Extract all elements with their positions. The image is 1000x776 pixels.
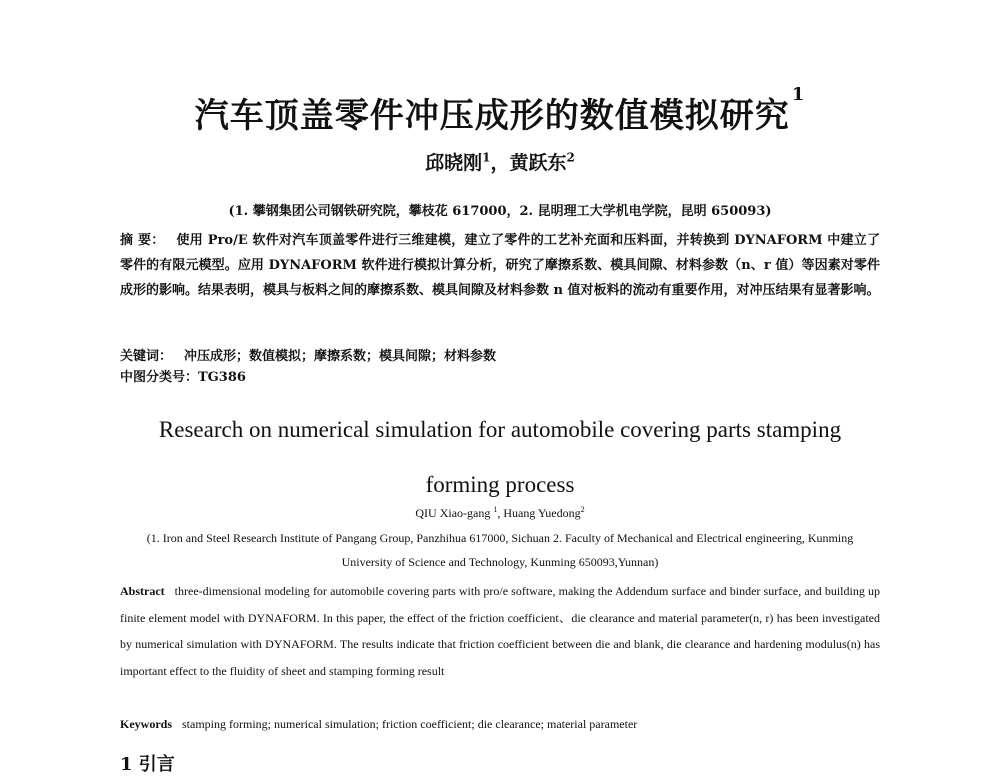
abstract-en-label: Abstract (120, 584, 165, 598)
english-affiliation: (1. Iron and Steel Research Institute of Pangang Group, Panzhihua 617000, Sichuan 2. Faculty of Mechanical and Electrical engineering, Kunming University of Science and Technology, Kunming 650093,Yunnan) (146, 531, 854, 569)
abstract-cn-label: 摘 要： (120, 233, 165, 248)
paper-title: 汽车顶盖零件冲压成形的数值模拟研究$^1$ (194, 84, 806, 136)
author-list: 邱晓刚$^1$，黄跃东$^2$ (425, 150, 575, 174)
keywords-cn-text: 冲压成形；数值模拟；摩擦系数；模具间隙；材料参数 (184, 349, 497, 364)
abstract-cn (120, 228, 880, 303)
keywords-cn (120, 345, 496, 364)
abstract-en-text: three-dimensional modeling for automobile covering parts with pro/e software, making the Addendum surface and binder surface, and building up finite element model with DYNAFORM. In this paper, the effect of the friction coefficient、die clearance and material parameter(n, r) has been investigated by numerical simulation with DYNAFORM. The results indicate that friction coefficient between die and blank, die clearance and hardening modulus(n) has important effect to the fluidity of sheet and stamping forming result (120, 584, 880, 678)
affiliation-cn: (1. 攀钢集团公司钢铁研究院，攀枝花 617000，2. 昆明理工大学机电学院，昆明 650093) (228, 204, 772, 219)
classification-number: 中图分类号：TG386 (120, 370, 246, 385)
keywords-en (120, 717, 880, 732)
abstract-en (120, 578, 880, 684)
abstract-cn-text: 使用 Pro/E 软件对汽车顶盖零件进行三维建模，建立了零件的工艺补充面和压料面，并转换到 DYNAFORM 中建立了零件的有限元模型。应用 DYNAFORM 软件进行模拟计算分析，研究了摩擦系数、模具间隙、材料参数（n、r 值）等因素对零件成形的影响。结果表明，模具与板料之间的摩擦系数、模具间隙及材料参数 n 值对板料的流动有重要作用，对冲压结果有显著影响。 (120, 233, 881, 298)
title-footnote-marker: 1 (791, 84, 806, 105)
author-2: 黄跃东 (509, 152, 567, 174)
keywords-en-text: stamping forming; numerical simulation; friction coefficient; die clearance; material parameter (182, 717, 638, 731)
author-1: 邱晓刚 (425, 152, 483, 174)
english-title: Research on numerical simulation for automobile covering parts stamping forming process (158, 417, 842, 497)
keywords-cn-label: 关键词： (120, 349, 173, 364)
section-heading: 1 引言 (120, 754, 175, 775)
keywords-en-label: Keywords (120, 717, 172, 731)
english-authors: QIU Xiao-gang $^1$, Huang Yuedong$^2$ (415, 505, 585, 520)
